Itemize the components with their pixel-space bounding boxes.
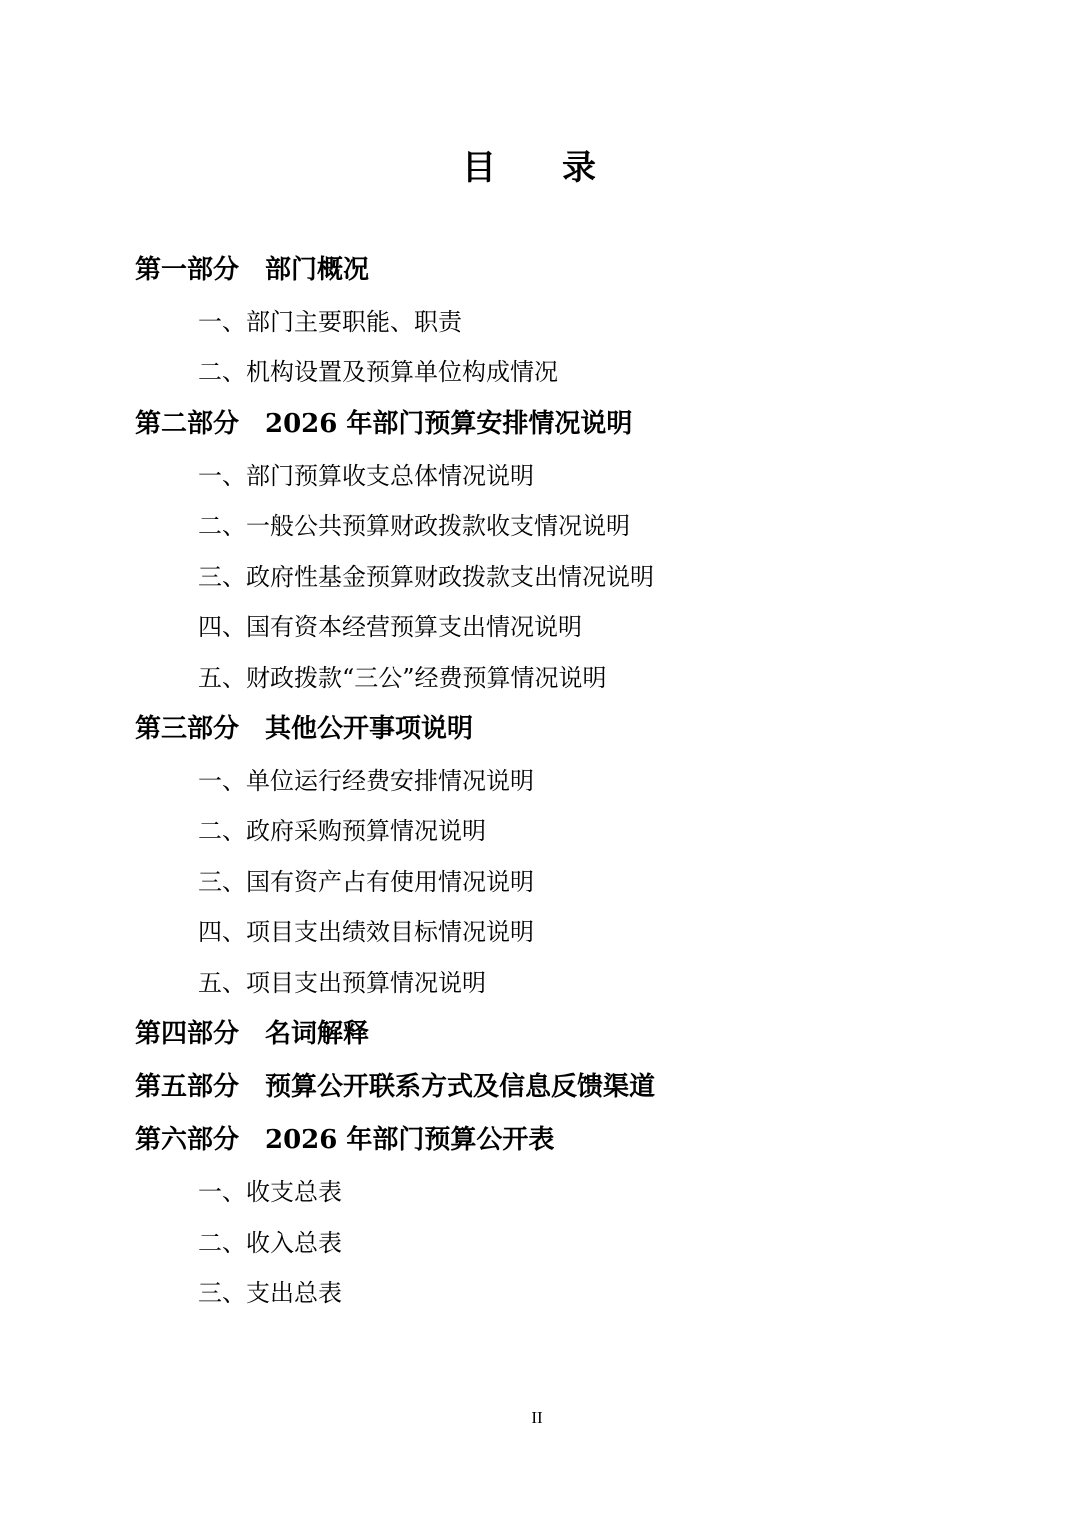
toc-part-entry[interactable]: 第四部分 名词解释 xyxy=(135,1018,370,1049)
toc-part-entry[interactable]: 第一部分 部门概况 xyxy=(135,255,370,285)
table-of-contents xyxy=(0,189,1074,1318)
toc-sub-entry[interactable]: 三、国有资产占有使用情况说明 xyxy=(198,867,534,896)
toc-part-entry[interactable]: 第六部分 2026 年部门预算公开表 xyxy=(135,1125,555,1156)
toc-sub-entry[interactable]: 三、政府性基金预算财政拨款支出情况说明 xyxy=(198,562,654,591)
toc-sub-entry[interactable]: 二、机构设置及预算单位构成情况 xyxy=(198,358,558,387)
toc-part-entry[interactable]: 第五部分 预算公开联系方式及信息反馈渠道 xyxy=(135,1072,656,1103)
toc-sub-entry[interactable]: 五、财政拨款“三公”经费预算情况说明 xyxy=(198,663,607,692)
toc-part-entry[interactable]: 第二部分 2026 年部门预算安排情况说明 xyxy=(135,408,633,439)
toc-sub-entry[interactable]: 一、部门主要职能、职责 xyxy=(198,308,462,337)
toc-sub-entry[interactable]: 一、单位运行经费安排情况说明 xyxy=(198,767,534,796)
toc-sub-entry[interactable]: 一、部门预算收支总体情况说明 xyxy=(198,461,534,490)
toc-sub-entry[interactable]: 五、项目支出预算情况说明 xyxy=(198,968,486,997)
page-title: 目 录 xyxy=(462,148,612,188)
toc-sub-entry[interactable]: 一、收支总表 xyxy=(198,1178,342,1207)
toc-sub-entry[interactable]: 三、支出总表 xyxy=(198,1279,342,1308)
toc-sub-entry[interactable]: 二、一般公共预算财政拨款收支情况说明 xyxy=(198,512,630,541)
toc-part-entry[interactable]: 第三部分 其他公开事项说明 xyxy=(135,713,474,744)
toc-sub-entry[interactable]: 四、国有资本经营预算支出情况说明 xyxy=(198,613,582,642)
toc-sub-entry[interactable]: 四、项目支出绩效目标情况说明 xyxy=(198,918,534,947)
page-number: II xyxy=(531,1408,543,1427)
toc-sub-entry[interactable]: 二、政府采购预算情况说明 xyxy=(198,817,486,846)
toc-sub-entry[interactable]: 二、收入总表 xyxy=(198,1228,342,1257)
